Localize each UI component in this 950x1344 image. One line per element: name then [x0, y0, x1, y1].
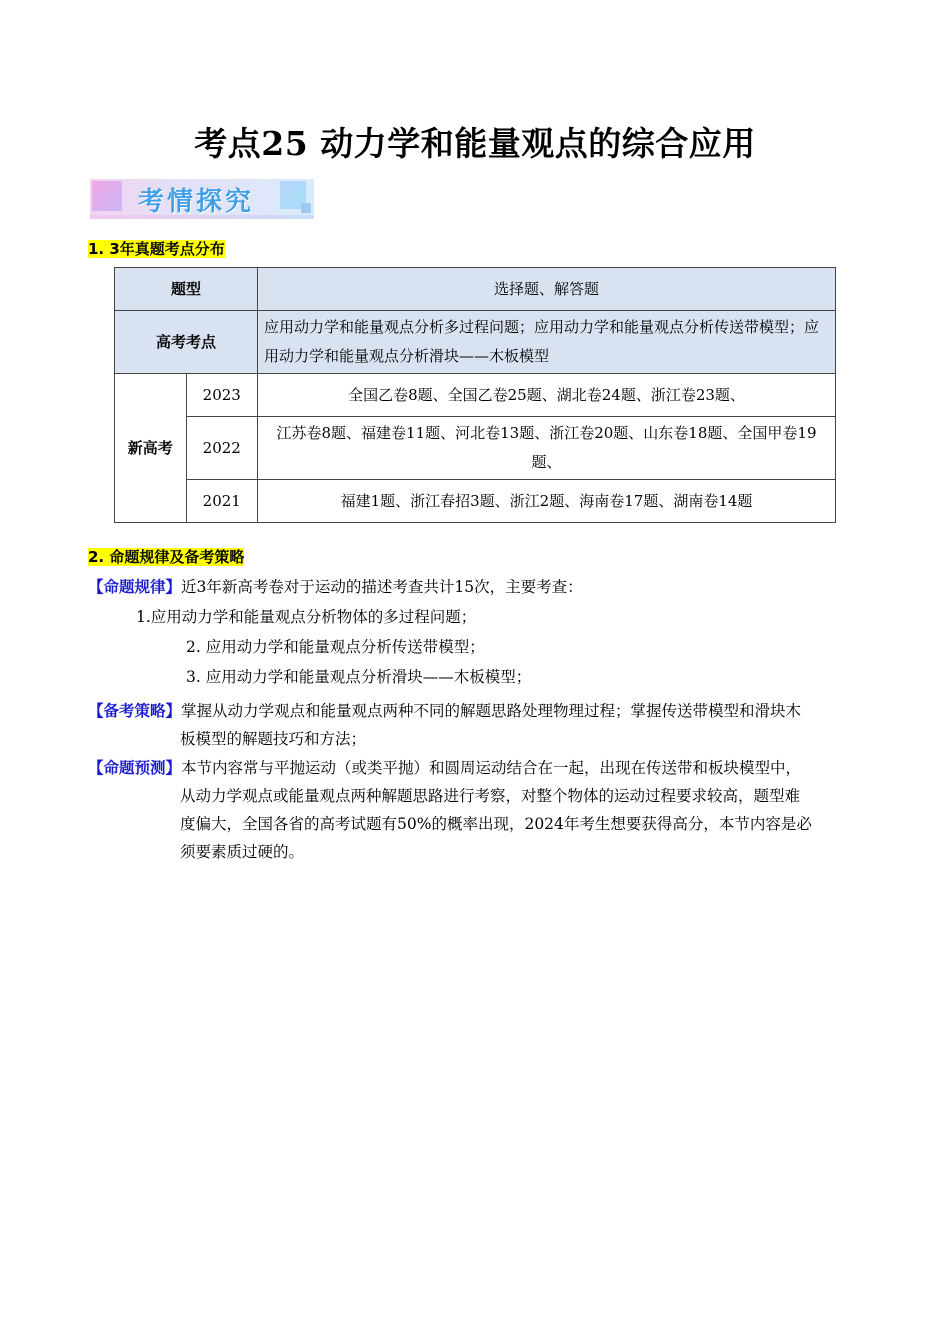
forecast-line: 从动力学观点或能量观点两种解题思路进行考察，对整个物体的运动过程要求较高，题型难 — [180, 787, 801, 805]
table-items: 全国乙卷8题、全国乙卷25题、湖北卷24题、浙江卷23题、 — [258, 374, 836, 417]
table-group-label: 新高考 — [115, 374, 187, 523]
table-label-points: 高考考点 — [115, 311, 258, 374]
banner-title: 考情探究 — [138, 187, 255, 217]
exam-distribution-table — [114, 267, 836, 523]
table-row — [115, 311, 836, 374]
table-items: 福建1题、浙江春招3题、浙江2题、海南卷17题、湖南卷14题 — [258, 480, 836, 523]
table-year: 2022 — [186, 417, 258, 480]
list-item: 1.应用动力学和能量观点分析物体的多过程问题； — [136, 608, 477, 626]
strategy-label: 【备考策略】 — [88, 702, 182, 720]
strategy-line: 掌握从动力学观点和能量观点两种不同的解题思路处理物理过程；掌握传送带模型和滑块木 — [181, 702, 802, 720]
table-year: 2023 — [186, 374, 258, 417]
section1-heading — [88, 238, 225, 259]
page-title: 考点25 动力学和能量观点的综合应用 — [194, 124, 756, 163]
table-items: 江苏卷8题、福建卷11题、河北卷13题、浙江卷20题、山东卷18题、全国甲卷19题、 — [258, 417, 836, 480]
table-value-points: 应用动力学和能量观点分析多过程问题；应用动力学和能量观点分析传送带模型；应用动力学和能量观点分析滑块——木板模型 — [258, 311, 836, 374]
table-label-type: 题型 — [115, 268, 258, 311]
section2-heading-text: 2. 命题规律及备考策略 — [88, 548, 245, 566]
rule-text: 近3年新高考卷对于运动的描述考查共计15次，主要考查： — [181, 578, 583, 596]
forecast-label: 【命题预测】 — [88, 759, 182, 777]
list-item: 3. 应用动力学和能量观点分析滑块——木板模型； — [186, 668, 532, 686]
forecast-line: 本节内容常与平抛运动（或类平抛）和圆周运动结合在一起，出现在传送带和板块模型中， — [181, 759, 802, 777]
rule-label: 【命题规律】 — [88, 578, 182, 596]
forecast-line: 度偏大，全国各省的高考试题有50%的概率出现，2024年考生想要获得高分，本节内容是必 — [180, 815, 812, 833]
rule-paragraph — [88, 573, 868, 601]
table-row — [115, 268, 836, 311]
banner-decor-square-left — [92, 181, 122, 211]
banner-decor-square-small — [301, 203, 311, 213]
forecast-paragraph — [88, 754, 868, 866]
section2-heading — [88, 546, 244, 567]
table-row — [115, 417, 836, 480]
section-banner — [90, 179, 314, 223]
forecast-line: 须要素质过硬的。 — [180, 843, 305, 861]
section1-heading-text: 1. 3年真题考点分布 — [88, 240, 225, 258]
strategy-line: 板模型的解题技巧和方法； — [180, 730, 367, 748]
table-row — [115, 374, 836, 417]
table-row — [115, 480, 836, 523]
table-value-type: 选择题、解答题 — [258, 268, 836, 311]
list-item: 2. 应用动力学和能量观点分析传送带模型； — [186, 638, 485, 656]
strategy-paragraph — [88, 697, 868, 753]
table-year: 2021 — [186, 480, 258, 523]
